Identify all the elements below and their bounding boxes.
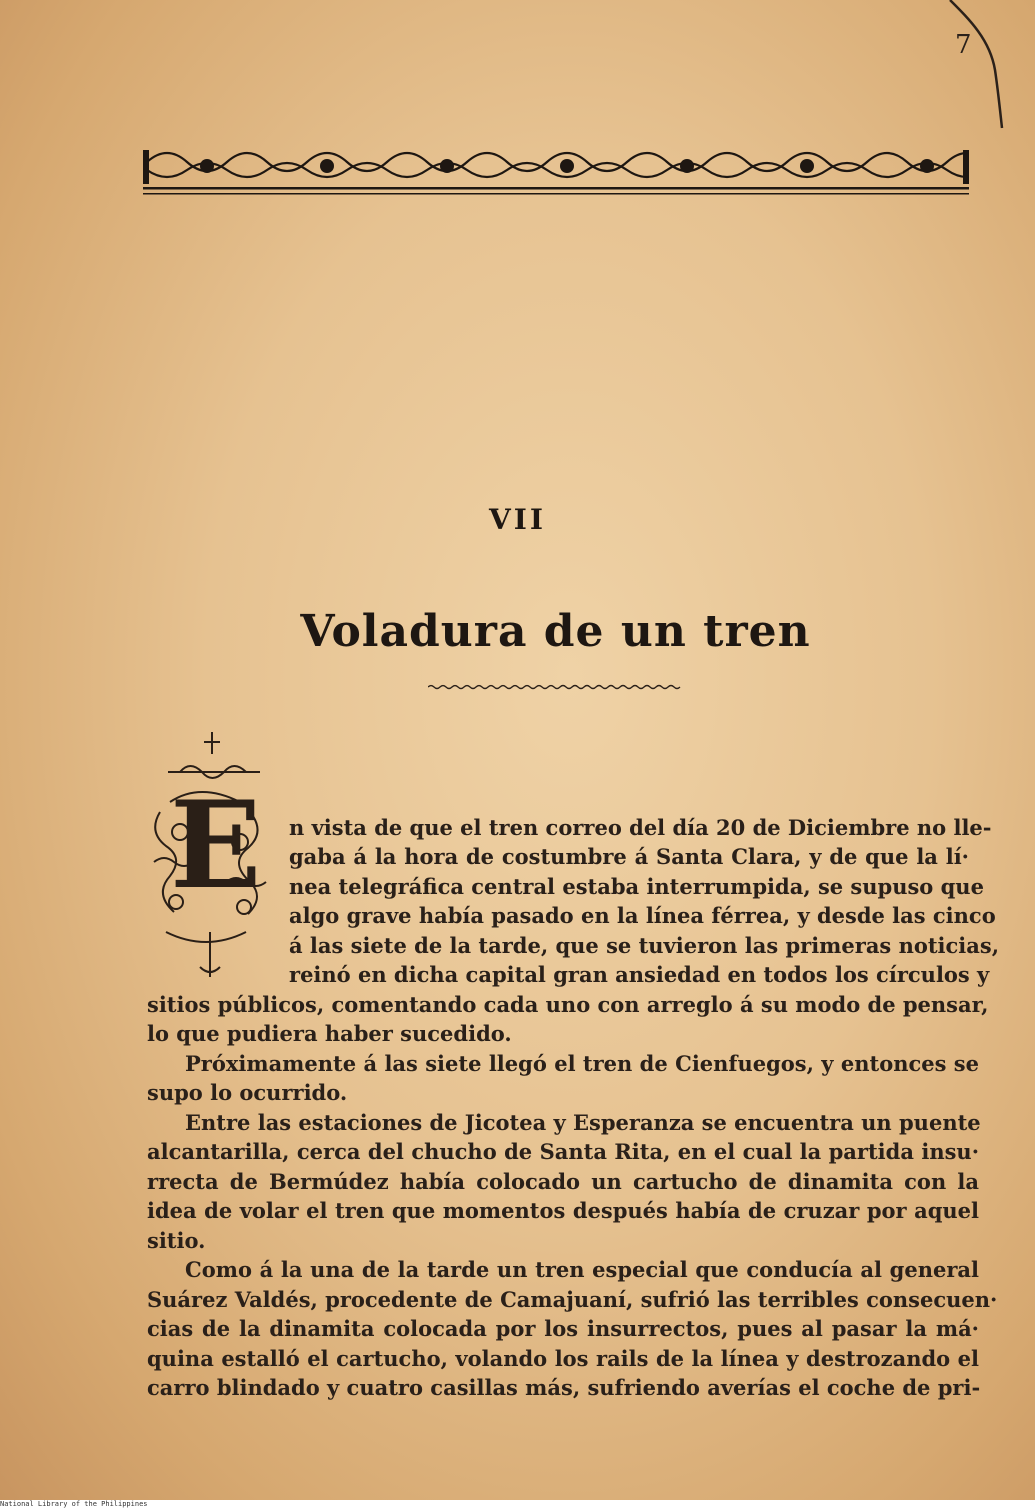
text-line: idea de volar el tren que momentos después había de cruzar por aquel: [147, 1198, 979, 1223]
footer-credit: National Library of the Philippines: [0, 1500, 1035, 1508]
text-line: á las siete de la tarde, que se tuvieron las primeras noticias,: [289, 933, 1000, 958]
text-line: alcantarilla, cerca del chucho de Santa Rita, en el cual la partida insu·: [147, 1139, 979, 1164]
text-line: cias de la dinamita colocada por los insurrectos, pues al pasar la má·: [147, 1316, 979, 1341]
title-divider: [428, 682, 683, 692]
text-line: reinó en dicha capital gran ansiedad en todos los círculos y: [289, 962, 990, 987]
text-line: Próximamente á las siete llegó el tren de Cienfuegos, y entonces se: [185, 1051, 979, 1076]
text-line: sitio.: [147, 1228, 206, 1253]
text-line: Entre las estaciones de Jicotea y Esperanza se encuentra un puente: [185, 1110, 981, 1135]
page-number: 7: [955, 30, 972, 60]
decorated-initial: [140, 732, 270, 982]
text-line: carro blindado y cuatro casillas más, sufriendo averías el coche de pri-: [147, 1375, 981, 1400]
text-line: sitios públicos, comentando cada uno con arreglo á su modo de pensar,: [147, 992, 989, 1017]
drop-cap-letter: E: [170, 775, 262, 916]
text-line: lo que pudiera haber sucedido.: [147, 1021, 512, 1046]
chapter-title: Voladura de un tren: [300, 606, 811, 657]
text-line: supo lo ocurrido.: [147, 1080, 348, 1105]
text-line: Suárez Valdés, procedente de Camajuaní, sufrió las terribles consecuen·: [147, 1287, 998, 1312]
chapter-number: VII: [489, 503, 546, 536]
text-line: nea telegráfica central estaba interrumpida, se supuso que: [289, 874, 984, 899]
text-line: quina estalló el cartucho, volando los rails de la línea y destrozando el: [147, 1346, 979, 1371]
ornamental-border: [143, 140, 969, 198]
page-corner-mark: [940, 0, 1010, 130]
text-line: rrecta de Bermúdez había colocado un cartucho de dinamita con la: [147, 1169, 979, 1194]
text-line: n vista de que el tren correo del día 20 de Diciembre no lle-: [289, 815, 992, 840]
text-line: Como á la una de la tarde un tren especial que conducía al general: [185, 1257, 979, 1282]
text-line: gaba á la hora de costumbre á Santa Clara, y de que la lí·: [289, 844, 969, 869]
text-line: algo grave había pasado en la línea férrea, y desde las cinco: [289, 903, 996, 928]
